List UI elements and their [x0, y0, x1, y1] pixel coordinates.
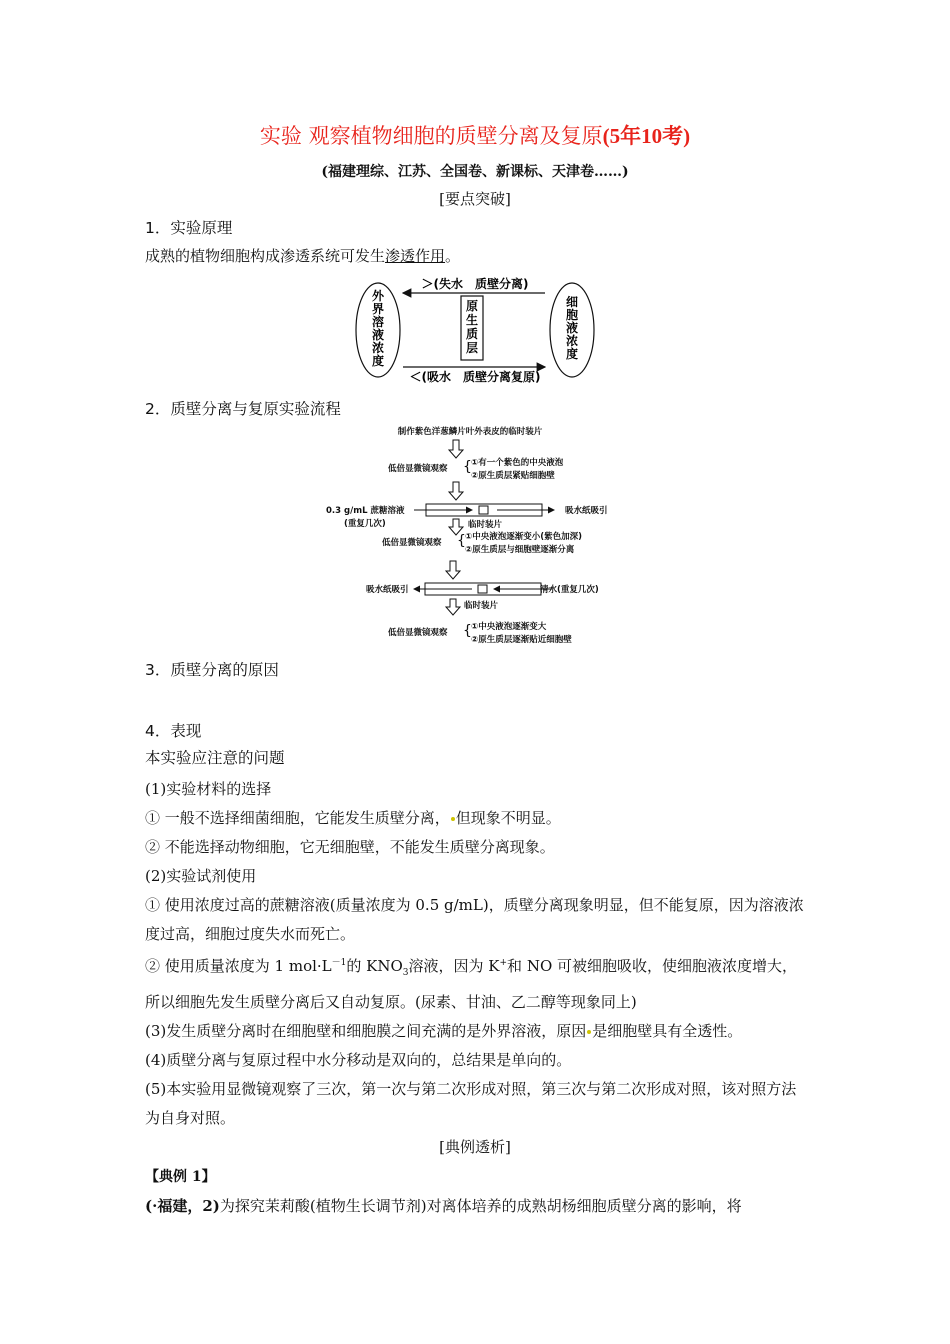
title-suffix: (5年10考) [602, 124, 691, 148]
page-title [0, 120, 950, 150]
section1-heading: 1．实验原理 [145, 219, 233, 237]
notes-item3-part1: (3)发生质壁分离时在细胞壁和细胞膜之间充满的是外界溶液，原因 [145, 1022, 587, 1040]
notes-heading: 本实验应注意的问题 [145, 749, 285, 767]
notes-item2b [145, 949, 810, 1017]
notes-item1a-part2: 但现象不明显。 [455, 809, 561, 827]
flow-right-water: 清水(重复几次) [540, 585, 599, 595]
hollow-arrow-5 [446, 599, 460, 615]
cell-sap-label: 细胞液浓度 [565, 295, 579, 361]
item2b-sup1: －1 [331, 958, 347, 968]
osmosis-diagram [350, 274, 600, 386]
top-arrow-label: ＞(失水 质壁分离) [421, 277, 529, 291]
notes-item1a-part1: ① 一般不选择细菌细胞，它能发生质壁分离， [145, 809, 450, 827]
flow-diagram [322, 424, 642, 648]
notes-item1a [145, 804, 810, 833]
flow-obs2-a: ①中央液泡逐渐变小(紫色加深) [465, 532, 582, 542]
flow-obs3-label: 低倍显微镜观察 [388, 628, 448, 638]
item2b-p2: 的 KNO [346, 957, 403, 975]
flow-left-repeat: (重复几次) [344, 519, 386, 529]
tag-examples: [典例透析] [439, 1138, 511, 1156]
flow-obs1-label: 低倍显微镜观察 [388, 464, 448, 474]
flow-obs2-label: 低倍显微镜观察 [382, 538, 442, 548]
section1-text-after: 。 [445, 247, 461, 265]
osmosis-underlined: 渗透作用 [385, 247, 446, 265]
notes-body [145, 775, 810, 1133]
section4-heading: 4．表现 [145, 722, 202, 740]
mark-dot [451, 817, 455, 821]
hollow-arrow-1 [449, 440, 463, 458]
notes-sub2: (2)实验试剂使用 [145, 867, 257, 885]
notes-item2a: ① 使用浓度过高的蔗糖溶液(质量浓度为 0.5 g/mL)，质壁分离现象明显，但不能复原，因为溶液浓度过高，细胞过度失水而死亡。 [145, 896, 804, 943]
hollow-arrow-4 [446, 561, 460, 579]
flow-slide2: 临时装片 [464, 601, 499, 611]
hollow-arrow-2 [449, 482, 463, 500]
flow-step1: 制作紫色洋葱鳞片叶外表皮的临时装片 [397, 427, 543, 437]
item2b-sub: 3 [402, 968, 409, 978]
flow-left-absorb2: 吸水纸吸引 [366, 585, 409, 595]
item2b-sup2: + [499, 958, 508, 968]
flow-obs3-b: ②原生质层逐渐贴近细胞壁 [471, 635, 572, 645]
outer-solution-label: 外界溶液浓度 [371, 289, 385, 368]
item2b-p1: ② 使用质量浓度为 1 mol·L [145, 957, 332, 975]
tag-key-points: [要点突破] [439, 190, 511, 208]
section1-text-before: 成熟的植物细胞构成渗透系统可发生 [145, 247, 386, 265]
notes-item1b: ② 不能选择动物细胞，它无细胞壁，不能发生质壁分离现象。 [145, 838, 555, 856]
bottom-arrow-label: ＜(吸水 质壁分离复原) [409, 370, 541, 384]
notes-item5: (5)本实验用显微镜观察了三次，第一次与第二次形成对照，第三次与第二次形成对照，该对照方法为自身对照。 [145, 1080, 797, 1127]
section1-text [145, 242, 810, 271]
flow-obs1-a: ①有一个紫色的中央液泡 [471, 458, 564, 468]
example-body: 为探究茉莉酸(植物生长调节剂)对离体培养的成熟胡杨细胞质壁分离的影响，将 [219, 1197, 742, 1215]
coverslip-2 [478, 585, 487, 593]
brace-2: { [457, 533, 466, 549]
flow-obs3-a: ①中央液泡逐渐变大 [471, 622, 547, 632]
flow-obs2-b: ②原生质层与细胞壁逐渐分离 [465, 545, 575, 555]
flow-slide1: 临时装片 [468, 520, 503, 530]
flow-right-absorb: 吸水纸吸引 [565, 506, 608, 516]
notes-item3-part2: 是细胞壁具有全透性。 [592, 1022, 743, 1040]
brace-3: { [463, 623, 472, 639]
item2b-p3: 溶液，因为 K [408, 957, 500, 975]
brace-1: { [463, 459, 472, 475]
section2-heading: 2．质壁分离与复原实验流程 [145, 400, 341, 418]
notes-item4: (4)质壁分离与复原过程中水分移动是双向的，总结果是单向的。 [145, 1051, 572, 1069]
flow-left-solution: 0.3 g/mL 蔗糖溶液 [326, 506, 405, 516]
notes-sub1: (1)实验材料的选择 [145, 780, 272, 798]
example-label: 【典例 1】 [145, 1169, 216, 1185]
item2b-p4: 和 NO 可被细胞吸收，使细胞液浓度增大，所以细胞先发生质壁分离后又自动复原。(尿素、甘油、乙二醇等现象同上) [145, 957, 798, 1011]
title-main: 实验 观察植物细胞的质壁分离及复原 [259, 124, 603, 148]
section3-heading: 3．质壁分离的原因 [145, 661, 279, 679]
subtitle: (福建理综、江苏、全国卷、新课标、天津卷……) [321, 164, 629, 180]
example-text [145, 1192, 810, 1221]
flow-obs1-b: ②原生质层紧贴细胞壁 [471, 471, 555, 481]
coverslip-1 [479, 506, 488, 514]
mark-dot-2 [587, 1030, 591, 1034]
example-source: (·福建，2) [145, 1197, 220, 1215]
notes-item3 [145, 1017, 810, 1046]
protoplast-label: 原生质层 [465, 299, 479, 355]
